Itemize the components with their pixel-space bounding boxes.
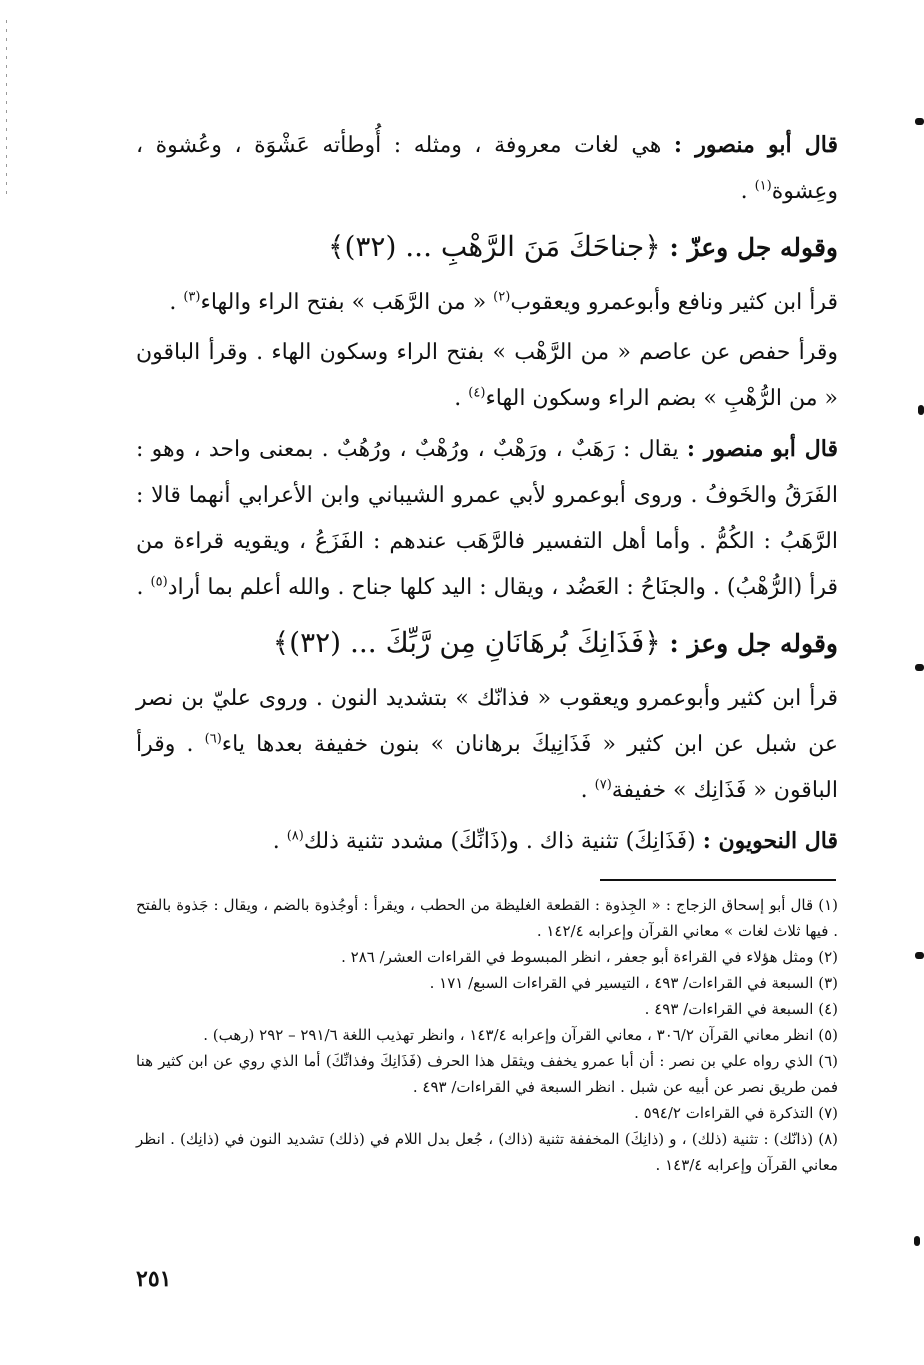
main-text: [136, 122, 838, 869]
paragraph-text: . وقرأ الباقون « فَذَانِك » خفيفة: [136, 732, 838, 803]
footnote-7: (٧) التذكرة في القراءات ٥٩٤/٢ .: [634, 1104, 838, 1122]
paragraph-text: قرأ ابن كثير ونافع وأبوعمرو ويعقوب: [510, 290, 838, 315]
footnote-ref: (٨): [286, 828, 304, 844]
quran-verse: ﴿جناحَكَ مَنَ الرَّهْبِ ... (٣٢)﴾: [328, 230, 670, 263]
paragraph-text: « من الرَّهَب » بفتح الراء والهاء: [200, 290, 494, 315]
paragraph-lead: قال أبو منصور :: [673, 132, 838, 158]
footnote-8: (٨) (ذانّك) : تثنية (ذلك) ، و (ذانِكَ) المخففة تثنية (ذاك) ، جُعل بدل اللام في (ذلك) تشديد النون في (ذانِك) . انظر معاني القرآن وإعرابه ١٤٣/٤ .: [136, 1130, 838, 1174]
paragraph-lead: قال أبو منصور :: [686, 436, 838, 462]
verse-lead: وقوله جل وعز :: [669, 629, 838, 658]
margin-mark: [915, 118, 924, 125]
paragraph-5: [136, 676, 838, 814]
scan-edge-mark: [6, 20, 7, 200]
paragraph-3: [136, 330, 838, 422]
paragraph-6: [136, 818, 838, 865]
footnote-ref: (١): [754, 178, 772, 194]
footnote-1: (١) قال أبو إسحاق الزجاج : « الجِذوة : القطعة الغليظة من الحطب ، ويقرأ : أوجُذوة بالضم ، ويقال : جَذوة بالفتح . فيها ثلاث لغات » معاني القرآن وإعرابه ١٤٢/٤ .: [136, 896, 838, 940]
footnote-ref: (٥): [150, 574, 168, 590]
paragraph-tail: .: [454, 386, 469, 411]
paragraph-text: قرأ ابن كثير وأبوعمرو ويعقوب « فذانّك » بتشديد النون . وروى عليّ بن نصر عن شبل عن ابن كثير « فَذَانِيكَ برهانان » بنون خفيفة بعدها ياء: [136, 686, 838, 757]
paragraph-4: [136, 426, 838, 611]
footnote-4: (٤) السبعة في القراءات/ ٤٩٣ .: [644, 1000, 838, 1018]
margin-mark: [918, 405, 924, 415]
margin-mark: [915, 664, 924, 671]
page-number: ٢٥١: [136, 1266, 172, 1292]
paragraph-text: وقرأ حفص عن عاصم « من الرَّهْب » بفتح الراء وسكون الهاء . وقرأ الباقون « من الرُّهْبِ » بضم الراء وسكون الهاء: [136, 340, 838, 411]
verse-lead: وقوله جل وعزّ :: [669, 233, 838, 262]
quran-verse: ﴿فَذَانِكَ بُرهَانَانِ مِن رَّبِّكَ ... (٣٢)﴾: [272, 626, 670, 659]
footnote-ref: (٣): [183, 289, 201, 305]
footnote-5: (٥) انظر معاني القرآن ٣٠٦/٢ ، معاني القرآن وإعرابه ١٤٣/٤ ، وانظر تهذيب اللغة ٢٩١/٦ – ٢٩٢ (رهب) .: [203, 1026, 838, 1044]
footnote-ref: (٧): [594, 777, 612, 793]
paragraph-2: [136, 280, 838, 326]
verse-heading-2: [136, 615, 838, 672]
paragraph-lead: قال النحويون :: [702, 828, 838, 854]
paragraph-tail: .: [136, 575, 151, 600]
footnote-ref: (٤): [468, 385, 486, 401]
paragraph-text: (فَذَانِكَ) تثنية ذاك . و(ذَانِّكَ) مشدد تثنية ذلك: [303, 829, 703, 854]
paragraph-tail: .: [740, 179, 755, 204]
footnote-separator: [600, 879, 836, 881]
footnotes: [136, 892, 838, 1178]
paragraph-tail: .: [272, 829, 287, 854]
margin-mark: [915, 952, 924, 959]
footnote-3: (٣) السبعة في القراءات/ ٤٩٣ ، التيسير في القراءات السبع/ ١٧١ .: [429, 974, 838, 992]
paragraph-tail: .: [580, 778, 595, 803]
footnote-ref: (٢): [493, 289, 511, 305]
paragraph-tail: .: [169, 290, 184, 315]
paragraph-1: [136, 122, 838, 215]
footnote-ref: (٦): [204, 731, 222, 747]
verse-heading-1: [136, 219, 838, 276]
paragraph-text: يقال : رَهَبٌ ، ورَهْبٌ ، ورُهْبٌ ، ورُهُبٌ . بمعنى واحد ، وهو : الفَرَقُ والخَوفُ . وروى أبوعمرو لأبي عمرو الشيباني وابن الأعرابي أنهما قالا : الرَّهَبُ : الكُمُّ . وأما أهل التفسير فالرَّهَب عندهم : الفَزَعُ ، ويقويه قراءة من قرأ (الرُّهْبُ) . والجنَاحُ : العَضُد ، ويقال : اليد كلها جناح . والله أعلم بما أراد: [136, 437, 838, 600]
footnote-6: (٦) الذي رواه علي بن نصر : أن أبا عمرو يخفف ويثقل هذا الحرف (فَذَانِكَ وفذانِّكَ) أما الذي روي عن ابن كثير هنا فمن طريق نصر عن أبيه عن شبل . انظر السبعة في القراءات/ ٤٩٣ .: [136, 1052, 838, 1096]
footnote-2: (٢) ومثل هؤلاء في القراءة أبو جعفر ، انظر المبسوط في القراءات العشر/ ٢٨٦ .: [341, 948, 838, 966]
paragraph-text: هي لغات معروفة ، ومثله : أُوطأته عَشْوَة ، وعُشوة ، وعِشوة: [136, 133, 838, 204]
margin-mark: [914, 1236, 920, 1246]
